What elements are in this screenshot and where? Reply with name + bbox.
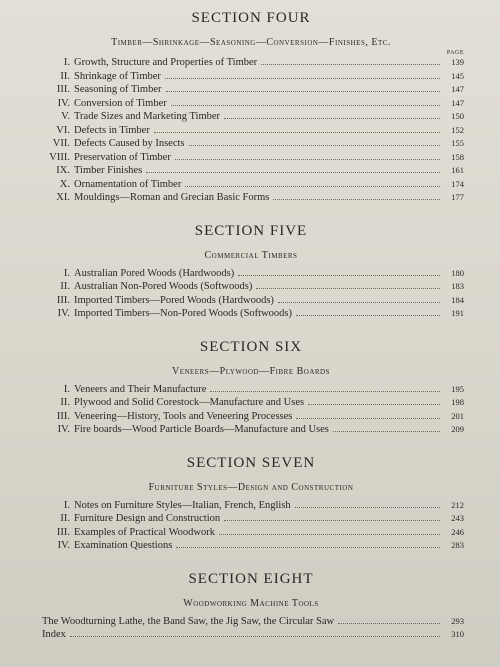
toc-entry — [38, 97, 464, 111]
page-number: 293 — [451, 615, 464, 626]
toc-entry — [38, 267, 464, 281]
page-number: 155 — [451, 138, 464, 148]
dot-leader — [278, 302, 440, 303]
section-title: SECTION SIX — [199, 338, 303, 355]
toc-entry — [38, 83, 464, 97]
toc-entry — [38, 512, 464, 526]
page-number: 161 — [451, 165, 464, 175]
toc-entry — [38, 178, 464, 192]
chapter-title: Imported Timbers—Non-Pored Woods (Softwoods) — [74, 308, 293, 319]
dot-leader — [273, 199, 440, 200]
chapter-title: The Woodturning Lathe, the Band Saw, the Jig Saw, the Circular Saw — [42, 615, 335, 627]
chapter-number: III. — [56, 84, 70, 95]
chapter-number: III. — [56, 410, 70, 422]
page-number: 198 — [451, 397, 464, 407]
toc-entry — [38, 164, 464, 178]
chapter-number: VI. — [56, 124, 70, 136]
chapter-number: X. — [59, 178, 70, 190]
page-number: 310 — [451, 629, 464, 639]
dot-leader — [146, 172, 440, 173]
toc-entry — [38, 151, 464, 165]
dot-leader — [224, 520, 440, 521]
table-of-contents — [38, 10, 464, 642]
toc-entry — [38, 410, 464, 424]
toc-entry — [38, 294, 464, 308]
dot-leader — [261, 64, 440, 65]
chapter-number: IV. — [57, 308, 70, 319]
chapter-title: Defects in Timber — [74, 124, 150, 136]
toc-entry — [38, 423, 464, 437]
chapter-title: Preservation of Timber — [74, 151, 171, 163]
dot-leader — [166, 91, 440, 92]
toc-entry — [38, 383, 464, 397]
dot-leader — [333, 431, 440, 432]
chapter-number: IX. — [56, 165, 70, 176]
section-title: SECTION EIGHT — [188, 570, 314, 587]
dot-leader — [296, 315, 440, 316]
dot-leader — [171, 105, 440, 106]
dot-leader — [338, 623, 440, 624]
toc-entry — [38, 307, 464, 321]
toc-entry — [38, 526, 464, 540]
chapter-title: Growth, Structure and Properties of Timber — [74, 57, 258, 68]
page-number: 145 — [451, 70, 464, 81]
page-number: 243 — [451, 513, 464, 523]
chapter-title: Notes on Furniture Styles—Italian, French, English — [74, 499, 291, 511]
chapter-title: Australian Non-Pored Woods (Softwoods) — [74, 281, 253, 292]
page-number: 283 — [451, 540, 464, 550]
dot-leader — [176, 547, 440, 548]
toc-entry — [38, 396, 464, 410]
chapter-number: XI. — [56, 192, 70, 203]
dot-leader — [296, 418, 440, 419]
page-column-header: PAGE — [446, 50, 464, 56]
toc-entry — [38, 280, 464, 294]
page-number: 191 — [451, 308, 464, 318]
section-title: SECTION FOUR — [191, 10, 311, 26]
dot-leader — [256, 288, 440, 289]
dot-leader — [185, 186, 440, 187]
toc-entry — [38, 615, 464, 629]
chapter-number: I. — [63, 383, 70, 395]
chapter-number: III. — [56, 526, 70, 538]
chapter-title: Seasoning of Timber — [74, 84, 162, 95]
toc-entry — [38, 499, 464, 513]
page-number: 209 — [451, 424, 464, 434]
chapter-number: IV. — [57, 540, 70, 551]
toc-section — [38, 455, 464, 553]
chapter-number: I. — [63, 267, 70, 279]
toc-entry — [38, 110, 464, 124]
chapter-title: Examination Questions — [74, 540, 173, 551]
page-number: 183 — [451, 281, 464, 291]
chapter-title: Trade Sizes and Marketing Timber — [74, 111, 221, 122]
page-number: 195 — [451, 383, 464, 394]
section-subtitle: Furniture Styles—Design and Construction — [148, 481, 354, 493]
section-subtitle: Timber—Shrinkage—Seasoning—Conversion—Finishes, Etc. — [111, 37, 391, 48]
page-number: 212 — [451, 499, 464, 510]
chapter-title: Imported Timbers—Pored Woods (Hardwoods) — [74, 294, 274, 306]
page-number: 180 — [451, 267, 464, 278]
page-number: 177 — [451, 192, 464, 202]
chapter-number: V. — [61, 111, 70, 122]
page-number: 158 — [451, 151, 464, 162]
section-title: SECTION SEVEN — [186, 454, 316, 471]
section-subtitle: Veneers—Plywood—Fibre Boards — [171, 365, 331, 377]
chapter-number: II. — [60, 397, 70, 408]
toc-entry — [38, 56, 464, 70]
chapter-number: II. — [60, 70, 70, 82]
dot-leader — [238, 275, 440, 276]
toc-entry — [38, 70, 464, 84]
toc-entry — [38, 191, 464, 205]
chapter-title: Mouldings—Roman and Grecian Basic Forms — [74, 192, 270, 203]
dot-leader — [308, 404, 440, 405]
toc-entry — [38, 628, 464, 642]
chapter-title: Fire boards—Wood Particle Boards—Manufacture and Uses — [74, 424, 329, 435]
page-number: 246 — [451, 526, 464, 537]
chapter-title: Shrinkage of Timber — [74, 70, 161, 82]
page-number: 174 — [451, 178, 464, 189]
chapter-title: Conversion of Timber — [74, 97, 167, 109]
dot-leader — [189, 145, 440, 146]
chapter-title: Australian Pored Woods (Hardwoods) — [74, 267, 235, 279]
dot-leader — [154, 132, 440, 133]
chapter-number: III. — [56, 294, 70, 306]
chapter-title: Veneers and Their Manufacture — [74, 383, 207, 395]
section-title: SECTION FIVE — [194, 222, 308, 239]
chapter-number: IV. — [57, 97, 70, 109]
dot-leader — [210, 391, 440, 392]
chapter-number: I. — [63, 499, 70, 511]
chapter-title: Index — [42, 629, 66, 640]
toc-section — [38, 571, 464, 642]
chapter-title: Plywood and Solid Corestock—Manufacture and Uses — [74, 397, 305, 408]
toc-entry — [38, 539, 464, 553]
toc-section — [38, 10, 464, 205]
chapter-title: Timber Finishes — [74, 165, 143, 176]
page-number: 147 — [451, 97, 464, 108]
chapter-title: Examples of Practical Woodwork — [74, 526, 215, 538]
chapter-title: Veneering—History, Tools and Veneering Processes — [74, 410, 293, 422]
dot-leader — [175, 159, 440, 160]
chapter-number: IV. — [57, 424, 70, 435]
chapter-number: II. — [60, 513, 70, 524]
toc-entry — [38, 124, 464, 138]
toc-entry — [38, 137, 464, 151]
chapter-number: VIII. — [49, 151, 70, 163]
toc-section — [38, 223, 464, 321]
section-subtitle: Woodworking Machine Tools — [183, 597, 319, 609]
chapter-number: I. — [63, 57, 70, 68]
page-number: 139 — [451, 57, 464, 67]
chapter-number: VII. — [52, 138, 70, 149]
dot-leader — [70, 636, 440, 637]
toc-section — [38, 339, 464, 437]
page-number: 152 — [451, 124, 464, 135]
chapter-title: Ornamentation of Timber — [74, 178, 182, 190]
chapter-title: Defects Caused by Insects — [74, 138, 185, 149]
dot-leader — [224, 118, 440, 119]
section-subtitle: Commercial Timbers — [204, 249, 298, 261]
dot-leader — [219, 534, 440, 535]
page-number: 147 — [451, 84, 464, 94]
page-number: 150 — [451, 111, 464, 121]
chapter-number: II. — [60, 281, 70, 292]
page-number: 201 — [451, 410, 464, 421]
dot-leader — [295, 507, 440, 508]
chapter-title: Furniture Design and Construction — [74, 513, 221, 524]
dot-leader — [165, 78, 440, 79]
page-number: 184 — [451, 294, 464, 305]
